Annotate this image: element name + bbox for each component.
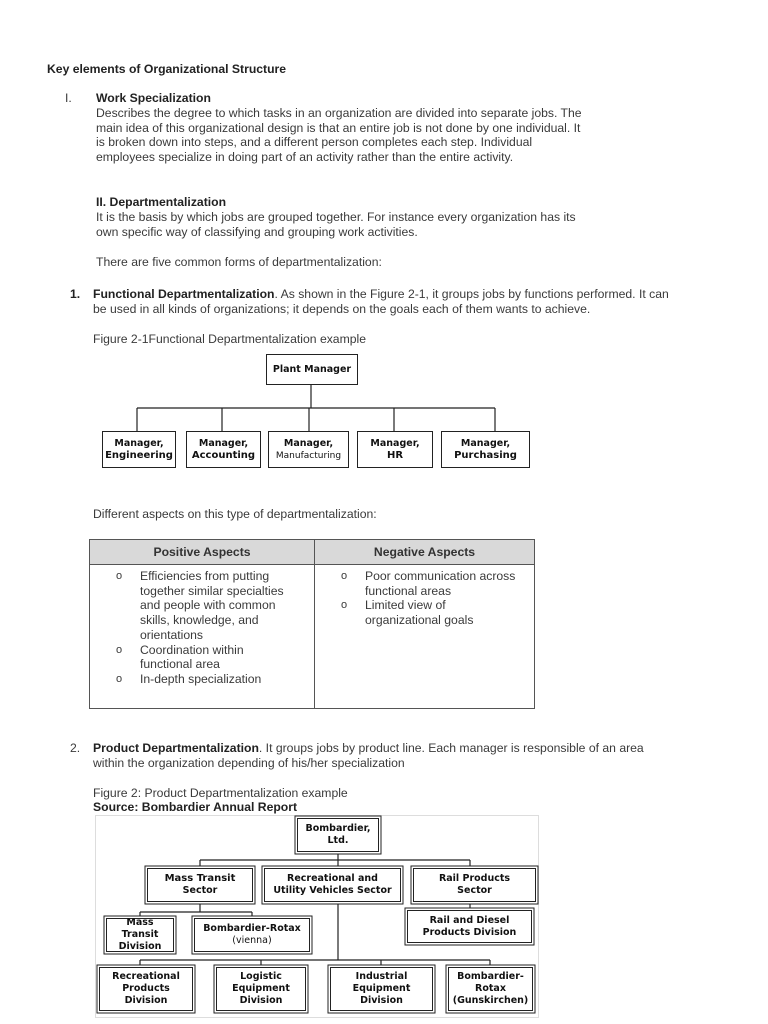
list-line: o In-depth specialization <box>140 671 262 686</box>
paragraph-line: . As shown in the Figure 2-1, it groups jobs by functions performed. It can <box>274 287 669 301</box>
org-box-line: (vienna) <box>232 935 272 946</box>
org-box-line: Bombardier- <box>457 971 524 982</box>
item-title-product: Product Departmentalization <box>93 741 259 755</box>
org-box-mass-transit-division <box>106 918 174 952</box>
paragraph-line: Describes the degree to which tasks in an organization are divided into separate jobs. The <box>96 106 582 120</box>
list-line: o Coordination within <box>140 642 244 657</box>
org-box-line: Utility Vehicles Sector <box>273 885 392 896</box>
org-box-line: Products Division <box>422 926 517 938</box>
org-box-line: HR <box>386 449 404 461</box>
org-box-line: Industrial <box>355 971 408 982</box>
list-line: o Limited view of <box>365 598 446 613</box>
org-box-line: Manager, <box>198 437 249 449</box>
org-box-line: Engineering <box>105 449 173 461</box>
org-box-recreational-products-division <box>99 967 193 1011</box>
item-number: 1. <box>70 287 81 301</box>
paragraph-line: It is the basis by which jobs are grouped together. For instance every organization has its <box>96 210 576 224</box>
figure-caption-product: Figure 2: Product Departmentalization example <box>93 786 348 800</box>
paragraph-line: main idea of this organizational design is that an entire job is not done by one individual. It <box>96 120 581 135</box>
org-box-line: Equipment <box>232 983 290 994</box>
org-box-line: Bombardier-Rotax <box>203 923 301 934</box>
org-box-line: Accounting <box>191 449 256 461</box>
org-box-logistic-equipment-division <box>216 967 306 1011</box>
forms-intro: There are five common forms of departmentalization: <box>96 255 382 269</box>
paragraph-line: be used in all kinds of organizations; it depends on the goals each of them wants to achieve. <box>93 301 591 316</box>
table-header-positive: Positive Aspects <box>90 540 315 565</box>
org-box-line: Sector <box>457 885 492 896</box>
org-box-line: Manager, <box>283 437 334 449</box>
org-box-line: Manager, <box>460 437 511 449</box>
item-title-functional: Functional Departmentalization <box>93 287 275 301</box>
org-box-line: Rail and Diesel <box>429 914 510 926</box>
list-line: and people with common <box>140 598 276 613</box>
org-box-line: Logistic <box>240 971 282 982</box>
paragraph-line: own specific way of classifying and grouping work activities. <box>96 224 418 239</box>
org-box-line: Rail Products <box>438 873 511 884</box>
org-box-line: Purchasing <box>454 449 517 461</box>
org-box-line: Division <box>360 995 403 1006</box>
section-title-departmentalization: II. Departmentalization <box>96 195 227 209</box>
org-box-line: Manager, <box>370 437 420 449</box>
org-box-line: Ltd. <box>327 835 349 846</box>
aspects-intro: Different aspects on this type of departmentalization: <box>93 507 377 521</box>
figure-caption-functional: Figure 2-1Functional Departmentalization example <box>93 332 367 346</box>
list-line: o Poor communication across <box>365 569 516 583</box>
org-box-plant-manager: Plant Manager <box>266 354 358 385</box>
org-box-line: Division <box>239 995 283 1006</box>
org-box-line: Equipment <box>352 983 411 994</box>
list-line: skills, knowledge, and <box>140 613 259 628</box>
org-box-line: Products <box>122 983 170 994</box>
paragraph-line: within the organization depending of his/her specialization <box>93 755 405 770</box>
org-box-line: Recreational and <box>287 873 378 884</box>
org-box-rail-diesel-division <box>407 910 532 943</box>
section-numeral: I. <box>65 91 72 105</box>
org-box-rail-products-sector <box>413 868 536 902</box>
list-line: functional areas <box>365 583 452 598</box>
figure-source: Source: Bombardier Annual Report <box>93 800 298 814</box>
org-box-line: Manager, <box>114 437 164 449</box>
org-box-line: Bombardier, <box>305 823 371 834</box>
list-line: functional area <box>140 657 220 672</box>
org-box-line: (Gunskirchen) <box>452 995 529 1006</box>
org-box-bombardier-ltd <box>297 818 379 852</box>
org-box-industrial-equipment-division <box>330 967 433 1011</box>
table-header-negative: Negative Aspects <box>315 540 535 565</box>
paragraph-line: is broken down into steps, and a different person completes each step. Individual <box>96 135 533 150</box>
section-title-work-specialization: Work Specialization <box>96 91 211 105</box>
org-box-bombardier-rotax-gunskirchen <box>448 967 533 1011</box>
org-box-line: Division <box>124 995 168 1006</box>
org-box-line: Sector <box>182 885 218 896</box>
org-box-line: Mass Transit <box>121 917 159 940</box>
org-box-mass-transit-sector <box>147 868 253 902</box>
paragraph-line: employees specialize in doing part of an activity rather than the entire activity. <box>96 150 514 165</box>
org-box-bombardier-rotax-vienna <box>194 918 310 952</box>
org-box-line: Mass Transit <box>164 873 236 884</box>
list-line: orientations <box>140 627 204 642</box>
org-box-line: Rotax <box>475 983 506 994</box>
org-box-line: Manufacturing <box>275 450 342 461</box>
org-box-line: Division <box>118 941 162 952</box>
list-line: o Efficiencies from putting <box>140 569 270 583</box>
org-box-line: Recreational <box>112 971 180 982</box>
page-title: Key elements of Organizational Structure <box>47 62 287 76</box>
list-line: organizational goals <box>365 613 474 628</box>
org-box-recreational-utility-sector <box>264 868 401 902</box>
item-number: 2. <box>70 741 81 755</box>
list-line: together similar specialties <box>140 583 284 598</box>
paragraph-line: . It groups jobs by product line. Each manager is responsible of an area <box>258 741 644 755</box>
